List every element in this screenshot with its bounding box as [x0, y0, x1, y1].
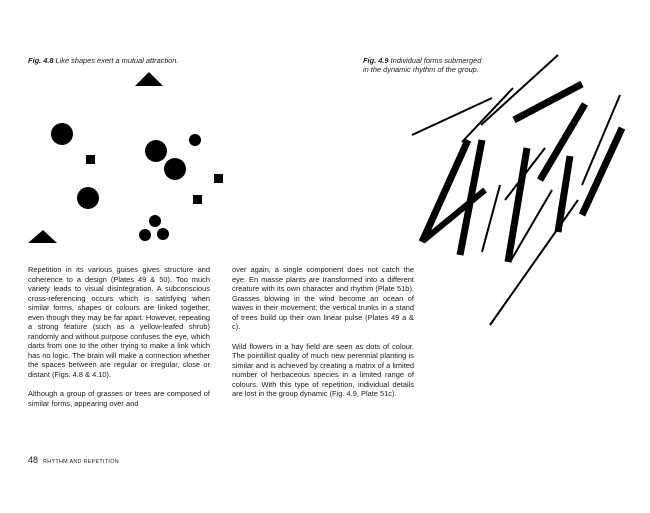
thick-stroke-mid-vertical	[508, 148, 527, 262]
page-number: 48	[28, 455, 39, 465]
fig-4-9-caption-line1: Individual forms submerged	[390, 56, 482, 65]
fig-4-9-label: Fig. 4.9	[363, 56, 389, 65]
body-column-right	[232, 265, 414, 409]
page-footer	[28, 455, 119, 465]
fig-4-8-label: Fig. 4.8	[28, 56, 54, 65]
thick-stroke-top-bar	[514, 84, 582, 120]
fig-4-9-caption-line2: in the dynamic rhythm of the group.	[363, 65, 479, 75]
thin-line-upper	[462, 88, 513, 142]
chapter-title: RHYTHM AND REPETITION	[43, 459, 119, 465]
body-paragraph: Although a group of grasses or trees are composed of similar forms, appearing over and	[28, 389, 210, 408]
thin-line-mid	[482, 185, 500, 252]
thin-line-upper-left	[412, 98, 492, 135]
thick-stroke-mid-right	[540, 104, 585, 180]
body-column-left	[28, 265, 210, 418]
fig-4-8-caption-text: Like shapes exert a mutual attraction.	[55, 56, 179, 65]
body-paragraph: Repetition in its various guises gives structure and coherence to a design (Plates 49 & 50). Too much variety leads to visual disintegration. A subconscious cross-referencing occurs which is satisfying when similar forms, shapes or colours are linked together, even though they may be far apart. However, repeating a strong feature (such as a yellow-leafed shrub) randomly and without purpose confuses the eye, which darts from one to the other trying to make a link which has no logic. The brain will make a connection whether the spaces between are regular or irregular, close or distant (Figs. 4.8 & 4.10).	[28, 265, 210, 379]
thin-line-bottom	[490, 200, 578, 325]
thick-stroke-left-long	[422, 140, 468, 242]
body-paragraph: over again, a single component does not catch the eye. En masse plants are transformed into a different creature with its own character and rhythm (Plate 51b). Grasses blowing in the wind become an ocean of waves in their movement; the vertical trunks in a stand of trees build up their own linear pulse (Plates 49 a & c).	[232, 265, 414, 331]
body-paragraph: Wild flowers in a hay field are seen as dots of colour. The pointillist quality of much new perennial planting is similar and is achieved by creating a matrix of a limited number of herbaceous species in a limited range of colours. With this type of repetition, individual details are lost in the group dynamic (Fig. 4.9, Plate 51c).	[232, 341, 414, 398]
